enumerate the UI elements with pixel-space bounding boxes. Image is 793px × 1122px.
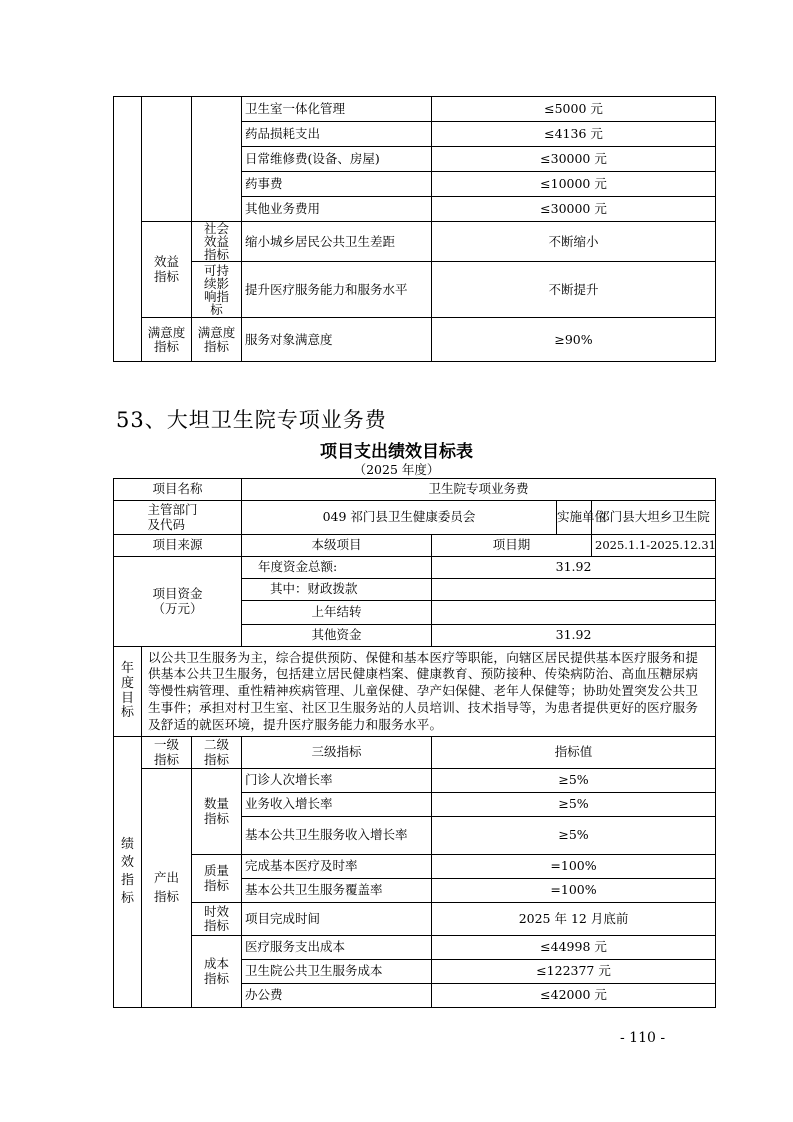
fund-other-label: 其他资金: [242, 625, 432, 647]
dept-label: 主管部门及代码: [114, 501, 242, 535]
goal-label: 年度目标: [114, 647, 142, 737]
timeliness-label: 时效指标: [192, 903, 242, 936]
table-title: 项目支出绩效目标表: [320, 442, 473, 462]
dept-value: 049 祁门县卫生健康委员会: [242, 501, 557, 535]
continuation-table: [113, 96, 716, 362]
value-cell: ≥5%: [432, 793, 716, 817]
indicator-cell: 医疗服务支出成本: [242, 936, 432, 960]
fund-total-value: 31.92: [432, 557, 716, 579]
indicator-cell: 办公费: [242, 984, 432, 1008]
output-label: 产出指标: [142, 769, 192, 1008]
value-cell: ≤30000 元: [432, 147, 716, 172]
source-value: 本级项目: [242, 535, 432, 557]
value-cell: ≥5%: [432, 817, 716, 855]
indicator-cell: 服务对象满意度: [242, 318, 432, 362]
quantity-label: 数量指标: [192, 769, 242, 855]
perf-label: 绩效指标: [114, 737, 142, 1008]
value-cell: ≤122377 元: [432, 960, 716, 984]
blank-cell: [192, 97, 242, 222]
indicator-cell: 药事费: [242, 172, 432, 197]
goal-text: 以公共卫生服务为主，综合提供预防、保健和基本医疗等职能，向辖区居民提供基本医疗服务和提供基本公共卫生服务，包括建立居民健康档案、健康教育、预防接种、传染病防治、高血压糖尿病等慢性病管理、重性精神疾病管理、儿童保健、孕产妇保健、老年人保健等；协助处置突发公共卫生事件；承担对村卫生室、社区卫生服务站的人员培训、技术指导等，为患者提供更好的医疗服务及舒适的就医环境，提升医疗服务能力和服务水平。: [142, 647, 716, 737]
fund-carry-label: 上年结转: [242, 601, 432, 625]
period-value: 2025.1.1-2025.12.31: [592, 535, 716, 557]
sustain-label: 可持续影响指标: [192, 262, 242, 318]
impl-value: 祁门县大坦乡卫生院: [592, 501, 716, 535]
cost-label: 成本指标: [192, 936, 242, 1008]
value-cell: =100%: [432, 855, 716, 879]
impl-label: 实施单位: [557, 501, 592, 535]
fund-carry-value: [432, 601, 716, 625]
value-cell: ≤30000 元: [432, 197, 716, 222]
benefit-label: 效益指标: [142, 222, 192, 318]
indicator-cell: 业务收入增长率: [242, 793, 432, 817]
value-cell: 不断提升: [432, 262, 716, 318]
value-cell: ≤44998 元: [432, 936, 716, 960]
value-cell: ≥5%: [432, 769, 716, 793]
indicator-cell: 门诊人次增长率: [242, 769, 432, 793]
header-l2: 二级指标: [192, 737, 242, 769]
performance-target-table: [113, 478, 716, 1008]
satisfaction-l2-label: 满意度指标: [192, 318, 242, 362]
source-label: 项目来源: [114, 535, 242, 557]
indicator-cell: 提升医疗服务能力和服务水平: [242, 262, 432, 318]
blank-cell: [142, 97, 192, 222]
header-value: 指标值: [432, 737, 716, 769]
value-cell: ≥90%: [432, 318, 716, 362]
value-cell: ≤4136 元: [432, 122, 716, 147]
value-cell: =100%: [432, 879, 716, 903]
project-name-label: 项目名称: [114, 479, 242, 501]
fund-total-label: 年度资金总额:: [242, 557, 432, 579]
indicator-cell: 卫生院公共卫生服务成本: [242, 960, 432, 984]
page-number: - 110 -: [620, 1030, 666, 1046]
value-cell: ≤5000 元: [432, 97, 716, 122]
section-title: 53、大坦卫生院专项业务费: [116, 408, 387, 432]
value-cell: ≤42000 元: [432, 984, 716, 1008]
period-label: 项目期: [432, 535, 592, 557]
social-benefit-label: 社会效益指标: [192, 222, 242, 262]
indicator-cell: 日常维修费(设备、房屋): [242, 147, 432, 172]
indicator-cell: 缩小城乡居民公共卫生差距: [242, 222, 432, 262]
header-l1: 一级指标: [142, 737, 192, 769]
table-subtitle: （2025 年度）: [353, 462, 440, 477]
fund-label: 项目资金（万元）: [114, 557, 242, 647]
indicator-cell: 卫生室一体化管理: [242, 97, 432, 122]
indicator-cell: 项目完成时间: [242, 903, 432, 936]
value-cell: ≤10000 元: [432, 172, 716, 197]
indicator-cell: 完成基本医疗及时率: [242, 855, 432, 879]
satisfaction-l1-label: 满意度指标: [142, 318, 192, 362]
fund-fiscal-label: 其中：财政拨款: [242, 579, 432, 601]
indicator-cell: 基本公共卫生服务覆盖率: [242, 879, 432, 903]
indicator-cell: 其他业务费用: [242, 197, 432, 222]
value-cell: 2025 年 12 月底前: [432, 903, 716, 936]
fund-other-value: 31.92: [432, 625, 716, 647]
project-name: 卫生院专项业务费: [242, 479, 716, 501]
header-l3: 三级指标: [242, 737, 432, 769]
indicator-cell: 基本公共卫生服务收入增长率: [242, 817, 432, 855]
value-cell: 不断缩小: [432, 222, 716, 262]
quality-label: 质量指标: [192, 855, 242, 903]
blank-cell: [114, 97, 142, 362]
indicator-cell: 药品损耗支出: [242, 122, 432, 147]
fund-fiscal-value: [432, 579, 716, 601]
